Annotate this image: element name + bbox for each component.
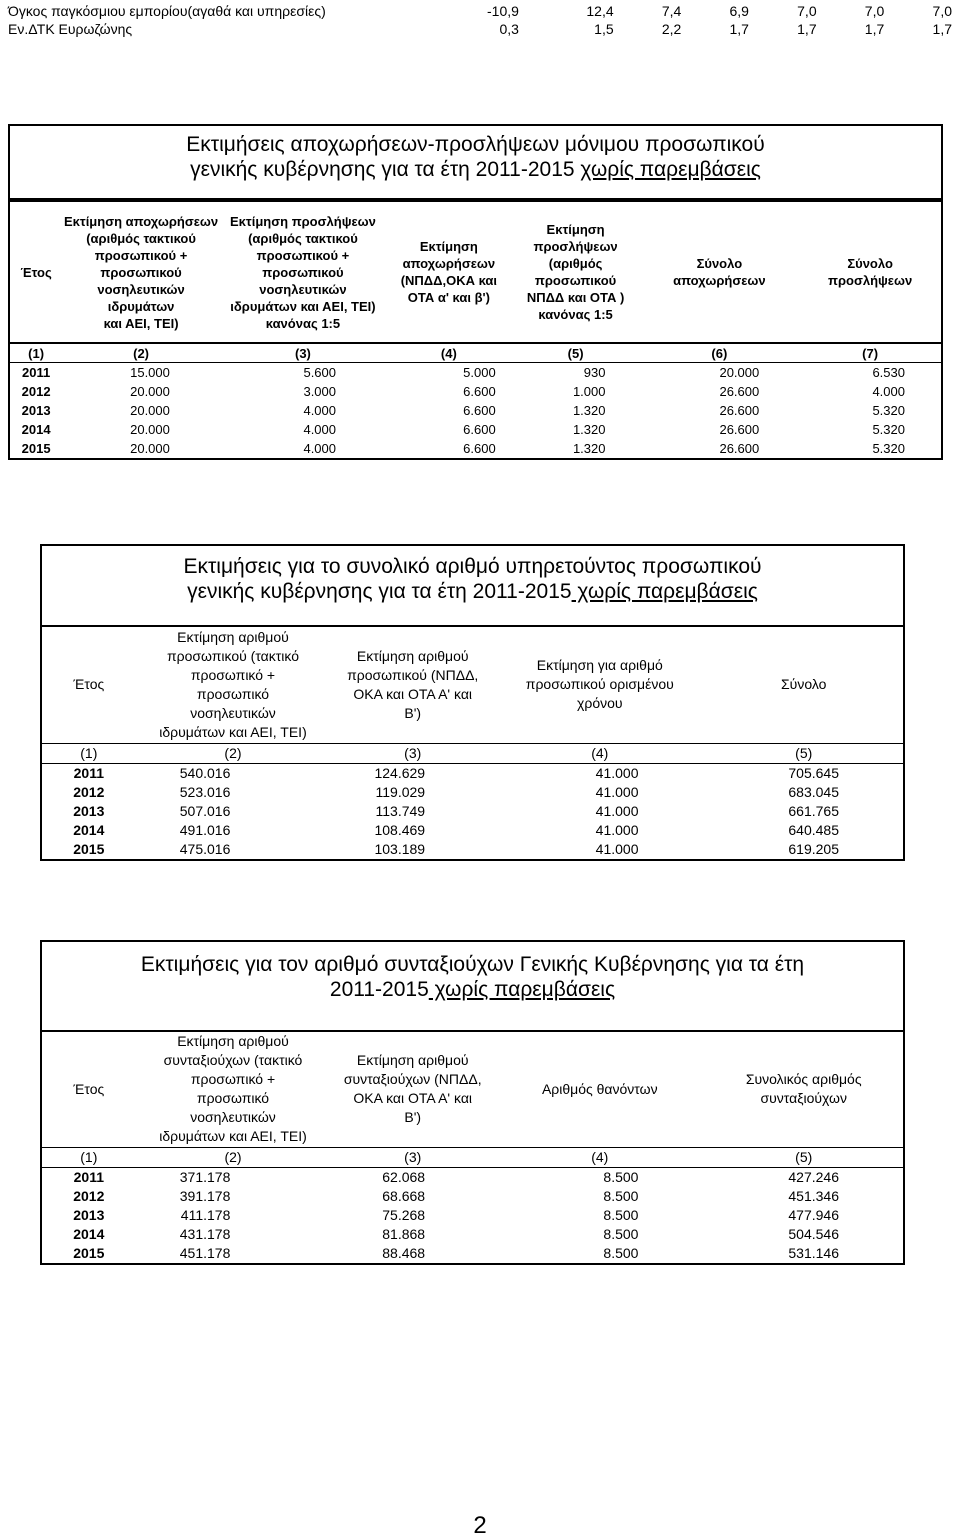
table2-title <box>40 544 905 627</box>
table1-index-cell: (5) <box>512 343 640 363</box>
table3-index-cell: (2) <box>136 1147 331 1167</box>
table1-value-cell: 20.000 <box>130 403 170 418</box>
table1-index-cell: (6) <box>639 343 799 363</box>
table1-header-line: προσωπικού <box>100 264 182 280</box>
table2-index-cell: (2) <box>136 743 331 763</box>
table1-year-cell: 2015 <box>21 441 51 456</box>
table1-value-cell: 26.600 <box>719 422 760 437</box>
top-row <box>8 2 952 20</box>
table1-year-cell: 2013 <box>21 403 51 418</box>
table2-header-line: ιδρυμάτων και ΑΕΙ, ΤΕΙ) <box>159 723 307 740</box>
table3-value-cell: 68.668 <box>382 1187 426 1204</box>
table2-header-3 <box>330 626 495 743</box>
table1-value-cell: 5.000 <box>463 365 496 380</box>
table2-value-cell: 108.469 <box>374 821 426 838</box>
top-row-value: 1,7 <box>932 21 952 37</box>
table-row <box>41 783 904 802</box>
table3-header-4 <box>495 1031 704 1147</box>
table1-value-cell: 1.320 <box>572 403 606 418</box>
top-row-value: 12,4 <box>586 3 614 19</box>
table-row <box>41 840 904 860</box>
table1-value-cell: 5.320 <box>872 422 905 437</box>
top-row-value: 7,4 <box>661 3 682 19</box>
table3-value-cell: 8.500 <box>603 1244 639 1261</box>
table-row <box>41 1187 904 1206</box>
table1-header-line: προσωπικού <box>534 273 617 288</box>
table3-header-line: Εκτίμηση αριθμού <box>177 1033 289 1050</box>
table2-value-cell: 41.000 <box>595 764 639 781</box>
table1-title-line2: γενικής κυβέρνησης για τα έτη 2011-2015 χωρίς παρεμβάσεις <box>190 158 761 181</box>
table1-value-cell: 5.600 <box>303 365 337 380</box>
table1-header-line: προσωπικού <box>262 264 344 280</box>
table3-header-line: συνταξιούχων (τακτικό <box>163 1052 303 1069</box>
table3-header-line: Εκτίμηση αριθμού <box>356 1052 469 1069</box>
table3-header-line: ΟΚΑ και ΟΤΑ Α' και <box>353 1090 473 1107</box>
table3-index-cell: (1) <box>41 1147 136 1167</box>
table2-title-line1: Εκτιμήσεις για το συνολικό αριθμό υπηρετούντος προσωπικού <box>183 555 762 578</box>
table-row <box>41 821 904 840</box>
page-number: 2 <box>473 1512 487 1539</box>
table2-header-line: νοσηλευτικών <box>190 704 276 721</box>
table1-value-cell: 5.320 <box>872 441 905 456</box>
table1-header-line: (αριθμός <box>548 256 603 271</box>
table2-header-4 <box>495 626 704 743</box>
top-row-value: -10,9 <box>487 3 519 19</box>
table2-value-cell: 41.000 <box>595 783 639 800</box>
table1-header-2 <box>62 201 220 343</box>
table3-header-3 <box>330 1031 495 1147</box>
table2-value-cell: 41.000 <box>595 802 639 819</box>
table2-value-cell: 661.765 <box>788 802 839 819</box>
table1-header-3 <box>220 201 386 343</box>
table1-header-7 <box>799 201 942 343</box>
table1-value-cell: 1.320 <box>572 441 606 456</box>
table1-value-cell: 6.600 <box>463 422 496 437</box>
table1-value-cell: 20.000 <box>130 441 170 456</box>
table1-value-cell: 4.000 <box>303 403 337 418</box>
table1-index-cell: (2) <box>62 343 220 363</box>
table1-title-line1: Εκτιμήσεις αποχωρήσεων-προσλήψεων μόνιμου προσωπικού <box>186 133 765 156</box>
top-row-value: 1,7 <box>729 21 749 37</box>
top-row-value: 1,7 <box>797 21 817 37</box>
table2-header-2 <box>136 626 331 743</box>
table1-value-cell: 6.600 <box>463 403 496 418</box>
table1-year-cell: 2014 <box>21 422 51 437</box>
table-row <box>9 363 942 383</box>
table2-header-line: προσωπικό + <box>190 666 276 683</box>
table1-header-line: προσωπικού + <box>94 247 188 263</box>
table3-value-cell: 75.268 <box>382 1206 426 1223</box>
table1-value-cell: 1.320 <box>572 422 606 437</box>
table3-value-cell: 8.500 <box>603 1225 639 1242</box>
table3-value-cell: 8.500 <box>603 1206 639 1223</box>
table1-header-4 <box>386 201 512 343</box>
table1-header-line: κανόνας 1:5 <box>538 307 613 322</box>
table1-header-line: νοσηλευτικών <box>259 281 347 297</box>
table2-header-line: ΟΚΑ και ΟΤΑ Α' και <box>353 685 473 702</box>
table1-header-5 <box>512 201 640 343</box>
table1-value-cell: 20.000 <box>130 422 170 437</box>
table1-value-cell: 6.530 <box>872 365 905 380</box>
table3-value-cell: 8.500 <box>603 1187 639 1204</box>
table3-year-cell: 2013 <box>73 1206 105 1223</box>
table2-header-line: χρόνου <box>577 695 623 712</box>
table3-header-line: Έτος <box>73 1080 105 1097</box>
table3-header-line: συνταξιούχων <box>760 1090 847 1107</box>
table1-header-line: προσλήψεων <box>828 273 913 288</box>
table3-value-cell: 8.500 <box>603 1168 639 1185</box>
table3-index-row <box>41 1147 904 1167</box>
table1-header-line: κανόνας 1:5 <box>265 315 341 331</box>
table2-header-line: προσωπικό <box>196 685 270 702</box>
table2-value-cell: 491.016 <box>179 821 231 838</box>
table2-value-cell: 103.189 <box>374 840 426 857</box>
table3-value-cell: 391.178 <box>179 1187 231 1204</box>
table3-index-cell: (5) <box>704 1147 904 1167</box>
table1-value-cell: 3.000 <box>303 384 337 399</box>
table2-value-cell: 507.016 <box>179 802 231 819</box>
table3-header-line: νοσηλευτικών <box>190 1109 276 1126</box>
top-indicators-table <box>8 2 952 38</box>
table1-index-cell: (3) <box>220 343 386 363</box>
table2-year-cell: 2015 <box>73 840 105 857</box>
table3-header-line: ιδρυμάτων και ΑΕΙ, ΤΕΙ) <box>159 1128 307 1145</box>
table1-header-line: Εκτίμηση <box>419 239 478 254</box>
table2-header-line: Σύνολο <box>781 676 827 693</box>
table3-year-cell: 2015 <box>73 1244 105 1261</box>
table1-value-cell: 4.000 <box>303 441 337 456</box>
top-row-value: 6,9 <box>729 3 749 19</box>
table3-value-cell: 371.178 <box>179 1168 231 1185</box>
table1-index-cell: (4) <box>386 343 512 363</box>
table1-header-line: ΟΤΑ α' και β') <box>407 290 490 305</box>
top-row-value: 2,2 <box>661 21 682 37</box>
table-row <box>9 382 942 401</box>
table1-header-line: αποχωρήσεων <box>673 273 766 288</box>
table2-value-cell: 119.029 <box>375 783 426 800</box>
table3-value-cell: 431.178 <box>179 1225 231 1242</box>
table1-value-cell: 26.600 <box>719 384 760 399</box>
top-row-value: 7,0 <box>797 3 817 19</box>
table3-year-cell: 2012 <box>73 1187 105 1204</box>
table2-year-cell: 2012 <box>73 783 105 800</box>
top-row-value: 0,3 <box>499 21 519 37</box>
table3-value-cell: 411.178 <box>180 1206 231 1223</box>
top-row-value: 1,5 <box>594 21 614 37</box>
table-row <box>41 763 904 783</box>
table1-index-cell: (1) <box>9 343 62 363</box>
table3-value-cell: 451.178 <box>179 1244 231 1261</box>
top-row-label: Εν.ΔΤΚ Ευρωζώνης <box>8 21 133 37</box>
table1-value-cell: 930 <box>583 365 606 380</box>
table1-header-line: αποχωρήσεων <box>402 256 496 271</box>
table3-pensioners <box>40 1030 905 1265</box>
table2-index-cell: (1) <box>41 743 136 763</box>
table1-header-line: Εκτίμηση <box>546 222 605 237</box>
table3-title-line1: Εκτιμήσεις για τον αριθμό συνταξιούχων Γενικής Κυβέρνησης για τα έτη <box>140 953 805 976</box>
table2-value-cell: 523.016 <box>179 783 231 800</box>
table3-value-cell: 88.468 <box>382 1244 426 1261</box>
table2-header-line: Έτος <box>73 676 105 693</box>
table1-value-cell: 6.600 <box>463 441 496 456</box>
table3-header-line: Β') <box>404 1109 422 1126</box>
table3-value-cell: 62.068 <box>382 1168 426 1185</box>
table3-value-cell: 504.546 <box>788 1225 839 1242</box>
table-row <box>41 802 904 821</box>
table2-header-line: Εκτίμηση για αριθμό <box>536 657 663 674</box>
table1-header-line: Έτος <box>20 264 52 280</box>
table3-header-2 <box>136 1031 331 1147</box>
table2-title-line2: γενικής κυβέρνησης για τα έτη 2011-2015 χωρίς παρεμβάσεις <box>187 580 758 603</box>
table2-index-cell: (5) <box>704 743 904 763</box>
table1-value-cell: 15.000 <box>130 365 170 380</box>
top-row-label: Όγκος παγκόσμιου εμπορίου(αγαθά και υπηρεσίες) <box>8 3 326 19</box>
table1-header-line: Σύνολο <box>696 256 743 271</box>
table2-header-line: Εκτίμηση αριθμού <box>356 647 469 664</box>
table1-value-cell: 4.000 <box>303 422 337 437</box>
table1-header-line: (αριθμός τακτικού <box>248 230 358 246</box>
top-row-value: 7,0 <box>932 3 952 19</box>
table2-value-cell: 124.629 <box>374 764 426 781</box>
table1-header-line: ΝΠΔΔ και ΟΤΑ ) <box>526 290 625 305</box>
table1-header-6 <box>639 201 799 343</box>
table3-header-line: Αριθμός θανόντων <box>541 1080 658 1097</box>
table3-year-cell: 2011 <box>73 1168 104 1185</box>
table3-index-cell: (4) <box>495 1147 704 1167</box>
table1-value-cell: 20.000 <box>719 365 760 380</box>
table-row <box>41 1225 904 1244</box>
table2-year-cell: 2014 <box>73 821 105 838</box>
top-row-value: 7,0 <box>864 3 885 19</box>
table3-header-line: προσωπικό <box>196 1090 270 1107</box>
table2-value-cell: 475.016 <box>179 840 231 857</box>
table1-value-cell: 4.000 <box>872 384 905 399</box>
table-row <box>9 420 942 439</box>
table3-value-cell: 451.346 <box>788 1187 839 1204</box>
table1-header-line: Σύνολο <box>847 256 893 271</box>
table1-value-cell: 20.000 <box>130 384 170 399</box>
table1-year-cell: 2011 <box>22 365 51 380</box>
table2-value-cell: 619.205 <box>788 840 839 857</box>
table2-header-line: Εκτίμηση αριθμού <box>177 628 289 645</box>
table2-value-cell: 113.749 <box>375 802 426 819</box>
table2-header-line: προσωπικού (τακτικό <box>166 647 300 664</box>
table1-header-line: και ΑΕΙ, ΤΕΙ) <box>103 315 179 331</box>
table-row <box>41 1244 904 1264</box>
table2-header-line: προσωπικού ορισμένου <box>525 676 674 693</box>
table2-value-cell: 683.045 <box>788 783 839 800</box>
table1-header-line: Εκτίμηση αποχωρήσεων <box>63 213 219 229</box>
table1-value-cell: 6.600 <box>463 384 496 399</box>
table2-value-cell: 41.000 <box>595 840 639 857</box>
table1-header-line: (ΝΠΔΔ,ΟΚΑ και <box>400 273 498 288</box>
table3-year-cell: 2014 <box>73 1225 105 1242</box>
table3-header-1 <box>41 1031 136 1147</box>
table2-header-line: Β') <box>404 704 422 721</box>
table2-index-cell: (4) <box>495 743 704 763</box>
top-row <box>8 20 952 38</box>
table3-value-cell: 427.246 <box>788 1168 839 1185</box>
table-row <box>9 401 942 420</box>
table3-title <box>40 940 905 1032</box>
table2-year-cell: 2011 <box>73 764 104 781</box>
table1-value-cell: 26.600 <box>719 441 760 456</box>
table1-header-line: νοσηλευτικών ιδρυμάτων <box>97 281 185 314</box>
table1-header-1 <box>9 201 62 343</box>
table1-header-line: προσλήψεων <box>533 239 618 254</box>
table1-value-cell: 26.600 <box>719 403 760 418</box>
table3-value-cell: 477.946 <box>788 1206 839 1223</box>
table1-value-cell: 5.320 <box>872 403 905 418</box>
table2-index-row <box>41 743 904 763</box>
table2-value-cell: 705.645 <box>788 764 839 781</box>
table2-value-cell: 540.016 <box>179 764 231 781</box>
table3-header-line: προσωπικό + <box>190 1071 276 1088</box>
table2-value-cell: 41.000 <box>595 821 639 838</box>
table-row <box>41 1167 904 1187</box>
table-row <box>41 1206 904 1225</box>
table2-header-line: προσωπικού (ΝΠΔΔ, <box>347 666 479 683</box>
table1-retirements-hirings <box>8 200 943 460</box>
table2-year-cell: 2013 <box>73 802 105 819</box>
table2-header-1 <box>41 626 136 743</box>
table-row <box>9 439 942 459</box>
table1-header-line: Εκτίμηση προσλήψεων <box>230 213 376 229</box>
table1-value-cell: 1.000 <box>572 384 606 399</box>
table3-header-5 <box>704 1031 904 1147</box>
table3-value-cell: 531.146 <box>788 1244 839 1261</box>
table3-title-line2: 2011-2015 χωρίς παρεμβάσεις <box>329 978 616 1001</box>
table2-value-cell: 640.485 <box>788 821 839 838</box>
table1-index-cell: (7) <box>799 343 942 363</box>
table1-index-row <box>9 343 942 363</box>
table2-index-cell: (3) <box>330 743 495 763</box>
table3-index-cell: (3) <box>330 1147 495 1167</box>
table1-header-line: ιδρυμάτων και ΑΕΙ, ΤΕΙ) <box>230 298 376 314</box>
table1-header-line: προσωπικού + <box>256 247 350 263</box>
top-row-value: 1,7 <box>864 21 885 37</box>
table3-value-cell: 81.868 <box>382 1225 426 1242</box>
table2-header-5 <box>704 626 904 743</box>
table1-year-cell: 2012 <box>21 384 51 399</box>
table3-header-line: συνταξιούχων (ΝΠΔΔ, <box>343 1071 482 1088</box>
table1-header-line: (αριθμός τακτικού <box>86 230 196 246</box>
table1-title <box>8 124 943 200</box>
table2-serving-personnel <box>40 625 905 861</box>
table3-header-line: Συνολικός αριθμός <box>745 1071 862 1088</box>
